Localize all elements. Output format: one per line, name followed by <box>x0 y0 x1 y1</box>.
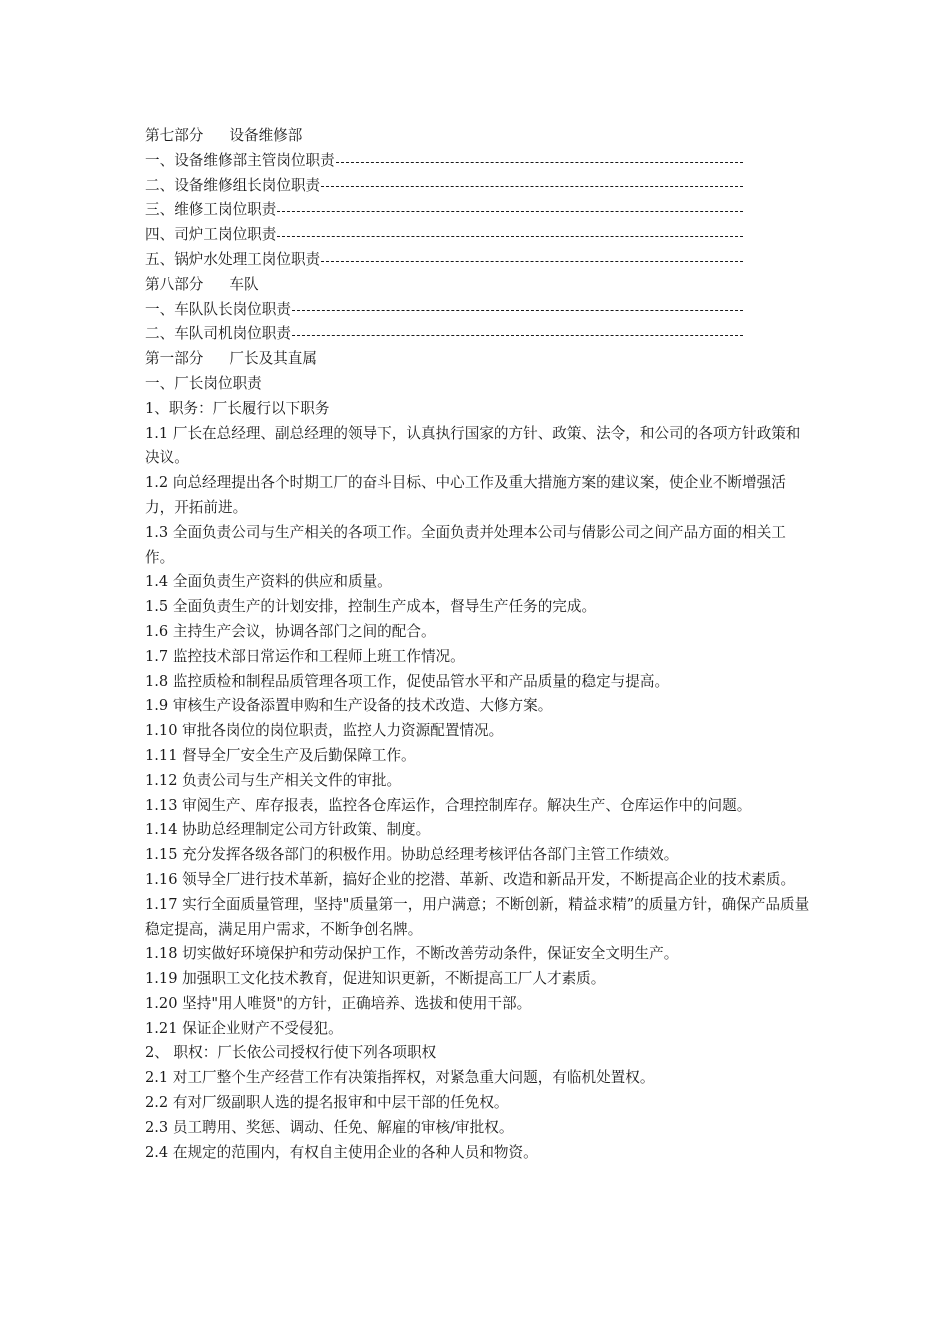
toc-entry-label: 一、设备维修部主管岗位职责 <box>145 151 335 169</box>
duties-heading: 1、职务：厂长履行以下职务 <box>145 399 330 417</box>
duty-paragraph: 1.10 审批各岗位的岗位职责，监控人力资源配置情况。 <box>145 722 504 740</box>
duty-paragraph: 1.21 保证企业财产不受侵犯。 <box>145 1019 343 1037</box>
document-page <box>145 124 810 1165</box>
toc-entry-label: 三、维修工岗位职责 <box>145 201 277 219</box>
duty-paragraph: 1.9 审核生产设备添置申购和生产设备的技术改造、大修方案。 <box>145 697 553 715</box>
toc-entry-label: 四、司炉工岗位职责 <box>145 226 277 244</box>
duty-paragraph: 1.7 监控技术部日常运作和工程师上班工作情况。 <box>145 647 465 665</box>
part1-heading-title: 厂长及其直属 <box>229 350 317 368</box>
part7-heading <box>145 124 810 149</box>
toc-entry <box>145 248 743 273</box>
toc-entry <box>145 198 743 223</box>
toc-entry <box>145 149 743 174</box>
toc-entry <box>145 223 743 248</box>
part8-heading <box>145 273 810 298</box>
duty-paragraph: 1.13 审阅生产、库存报表，监控各仓库运作，合理控制库存。解决生产、仓库运作中的问题。 <box>145 796 752 814</box>
power-paragraph: 2.2 有对厂级副职人选的提名报审和中层干部的任免权。 <box>145 1094 509 1112</box>
duty-paragraph: 1.2 向总经理提出各个时期工厂的奋斗目标、中心工作及重大措施方案的建议案，使企业不断增强活力，开拓前进。 <box>145 474 786 516</box>
part8-heading-title: 车队 <box>229 275 259 293</box>
power-paragraph: 2.1 对工厂整个生产经营工作有决策指挥权，对紧急重大问题，有临机处置权。 <box>145 1069 655 1087</box>
toc-leader <box>292 335 743 336</box>
section-title: 一、厂长岗位职责 <box>145 374 262 392</box>
duty-paragraph: 1.4 全面负责生产资料的供应和质量。 <box>145 573 392 591</box>
toc-entry-label: 一、车队队长岗位职责 <box>145 300 291 318</box>
duty-paragraph: 1.20 坚持"用人唯贤"的方针，正确培养、选拔和使用干部。 <box>145 994 532 1012</box>
duty-paragraph: 1.16 领导全厂进行技术革新，搞好企业的挖潜、革新、改造和新品开发，不断提高企业的技术素质。 <box>145 870 796 888</box>
duty-paragraph: 1.15 充分发挥各级各部门的积极作用。协助总经理考核评估各部门主管工作绩效。 <box>145 846 679 864</box>
power-paragraph: 2.3 员工聘用、奖惩、调动、任免、解雇的审核/审批权。 <box>145 1118 514 1136</box>
toc-entry <box>145 174 743 199</box>
part8-heading-number: 第八部分 <box>145 275 204 293</box>
part7-heading-title: 设备维修部 <box>229 127 303 144</box>
toc-entry-label: 二、设备维修组长岗位职责 <box>145 176 321 194</box>
power-paragraph: 2.4 在规定的范围内，有权自主使用企业的各种人员和物资。 <box>145 1143 538 1161</box>
toc-leader <box>277 211 743 212</box>
toc-entry <box>145 298 743 323</box>
toc-leader <box>336 162 743 163</box>
toc-leader <box>292 310 743 311</box>
toc-entry <box>145 322 743 347</box>
toc-leader <box>277 236 743 237</box>
duty-paragraph: 1.11 督导全厂安全生产及后勤保障工作。 <box>145 746 416 764</box>
toc-leader <box>321 186 743 187</box>
duty-paragraph: 1.1 厂长在总经理、副总经理的领导下，认真执行国家的方针、政策、法令，和公司的各项方针政策和决议。 <box>145 424 801 467</box>
part1-heading <box>145 347 810 372</box>
powers-heading: 2、 职权：厂长依公司授权行使下列各项职权 <box>145 1044 437 1062</box>
toc-leader <box>321 261 743 262</box>
duty-paragraph: 1.6 主持生产会议，协调各部门之间的配合。 <box>145 622 436 640</box>
duty-paragraph: 1.8 监控质检和制程品质管理各项工作，促使品管水平和产品质量的稳定与提高。 <box>145 672 670 690</box>
part1-heading-number: 第一部分 <box>145 350 204 368</box>
duty-paragraph: 1.18 切实做好环境保护和劳动保护工作，不断改善劳动条件，保证安全文明生产。 <box>145 945 679 963</box>
duty-paragraph: 1.19 加强职工文化技术教育，促进知识更新，不断提高工厂人才素质。 <box>145 970 606 988</box>
duty-paragraph: 1.5 全面负责生产的计划安排，控制生产成本，督导生产任务的完成。 <box>145 598 597 616</box>
duty-paragraph: 1.14 协助总经理制定公司方针政策、制度。 <box>145 821 431 839</box>
duty-paragraph: 1.3 全面负责公司与生产相关的各项工作。全面负责并处理本公司与倩影公司之间产品方面的相关工作。 <box>145 523 786 566</box>
part7-heading-number: 第七部分 <box>145 127 204 144</box>
toc-entry-label: 二、车队司机岗位职责 <box>145 325 291 343</box>
duty-paragraph: 1.17 实行全面质量管理，坚持"质量第一，用户满意；不断创新，精益求精”的质量方针，确保产品质量稳定提高，满足用户需求，不断争创名牌。 <box>145 895 810 938</box>
duty-paragraph: 1.12 负责公司与生产相关文件的审批。 <box>145 771 402 789</box>
toc-entry-label: 五、锅炉水处理工岗位职责 <box>145 250 321 268</box>
